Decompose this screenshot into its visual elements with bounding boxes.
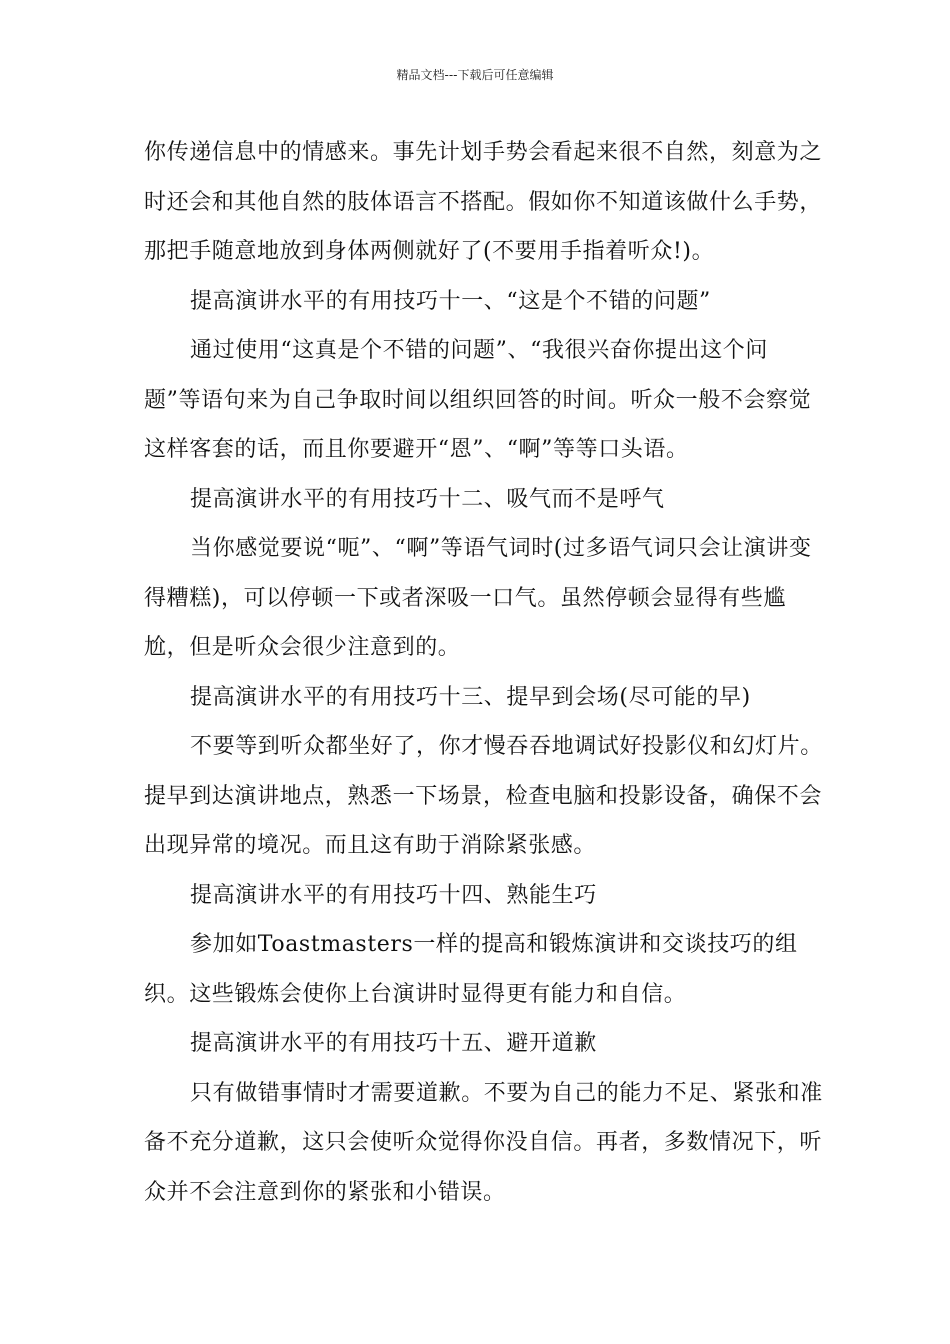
section-heading-15: 提高演讲水平的有用技巧十五、避开道歉 (190, 1031, 597, 1056)
paragraph-continuation: 你传递信息中的情感来。事先计划手势会看起来很不自然，刻意为之时还会和其他自然的肢体语言不搭配。假如你不知道该做什么手势，那把手随意地放到身体两侧就好了(不要用手指着听众!)。 (144, 140, 823, 264)
page-header: 精品文档---下载后可任意编辑 (396, 68, 554, 82)
paragraph-15: 只有做错事情时才需要道歉。不要为自己的能力不足、紧张和准备不充分道歉，这只会使听众觉得你没自信。再者，多数情况下，听众并不会注意到你的紧张和小错误。 (144, 1080, 823, 1205)
section-heading-12: 提高演讲水平的有用技巧十二、吸气而不是呼气 (190, 486, 665, 512)
document-body (144, 128, 824, 1217)
paragraph-14: 参加如Toastmasters一样的提高和锻炼演讲和交谈技巧的组织。这些锻炼会使你上台演讲时显得更有能力和自信。 (144, 932, 798, 1007)
section-heading-11: 提高演讲水平的有用技巧十一、“这是个不错的问题” (190, 288, 711, 314)
section-heading-14: 提高演讲水平的有用技巧十四、熟能生巧 (190, 882, 597, 908)
section-heading-13: 提高演讲水平的有用技巧十三、提早到会场(尽可能的早) (190, 684, 751, 710)
paragraph-12: 当你感觉要说“呃”、“啊”等语气词时(过多语气词只会让演讲变得糟糕)，可以停顿一下或者深吸一口气。虽然停顿会显得有些尴尬，但是听众会很少注意到的。 (144, 536, 812, 660)
paragraph-11: 通过使用“这真是个不错的问题”、“我很兴奋你提出这个问题”等语句来为自己争取时间以组织回答的时间。听众一般不会察觉这样客套的话，而且你要避开“恩”、“啊”等等口头语。 (144, 338, 812, 462)
paragraph-13: 不要等到听众都坐好了，你才慢吞吞地调试好投影仪和幻灯片。提早到达演讲地点，熟悉一下场景，检查电脑和投影设备，确保不会出现异常的境况。而且这有助于消除紧张感。 (144, 734, 823, 858)
